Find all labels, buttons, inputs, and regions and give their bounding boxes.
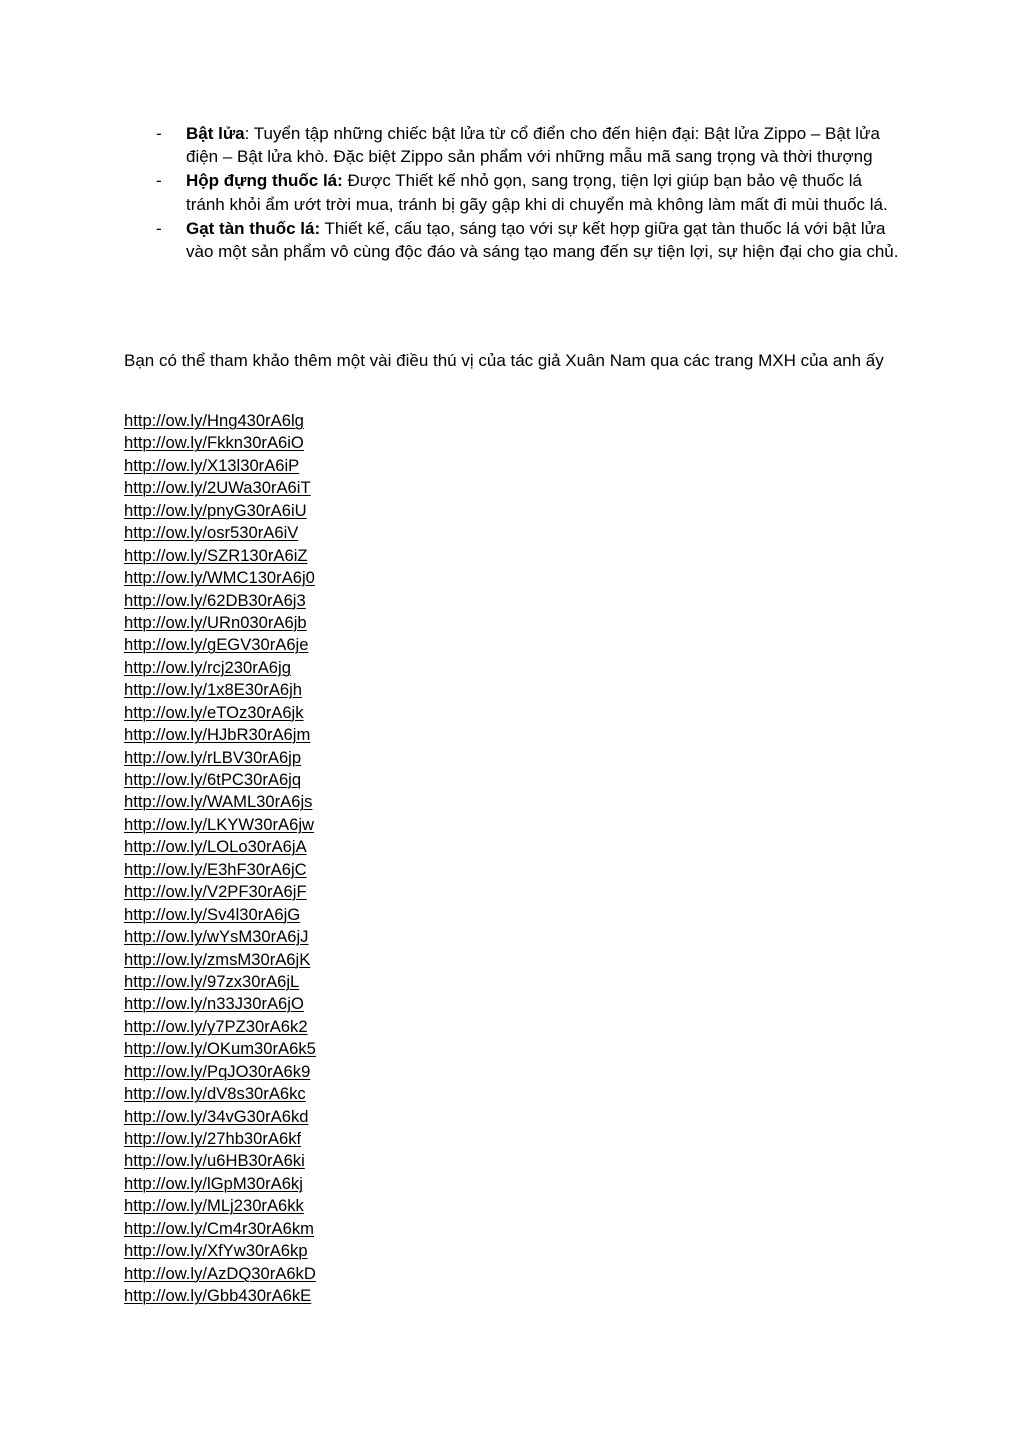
list-item xyxy=(124,1240,316,1262)
social-link[interactable]: http://ow.ly/MLj230rA6kk xyxy=(124,1196,304,1216)
social-link[interactable]: http://ow.ly/2UWa30rA6iT xyxy=(124,478,311,498)
bullet-item-lighters xyxy=(124,122,904,169)
list-item xyxy=(124,1038,316,1060)
bullet-term: Hộp đựng thuốc lá: xyxy=(186,171,343,191)
bullet-dash: - xyxy=(156,124,162,143)
bullet-term: Bật lửa xyxy=(186,124,245,143)
social-link[interactable]: http://ow.ly/eTOz30rA6jk xyxy=(124,702,304,722)
social-link[interactable]: http://ow.ly/rLBV30rA6jp xyxy=(124,747,302,767)
social-link[interactable]: http://ow.ly/Sv4l30rA6jG xyxy=(124,904,301,924)
bullet-text: Thiết kế, cấu tạo, sáng tạo với sự kết hợp giữa gạt tàn thuốc lá với bật lửa vào một sản phẩm vô cùng độc đáo và sáng tạo mang đến sự tiện lợi, sự hiện đại cho gia chủ. xyxy=(186,218,899,262)
list-item xyxy=(124,455,316,477)
social-link[interactable]: http://ow.ly/Hng430rA6lg xyxy=(124,411,304,430)
social-link[interactable]: http://ow.ly/LOLo30rA6jA xyxy=(124,837,307,857)
list-item xyxy=(124,432,316,454)
social-link[interactable]: http://ow.ly/gEGV30rA6je xyxy=(124,635,309,655)
bullet-text: Được Thiết kế nhỏ gọn, sang trọng, tiện lợi giúp bạn bảo vệ thuốc lá tránh khỏi ẩm ướt trời mua, tránh bị gãy gập khi di chuyển mà không làm mất đi mùi thuốc lá. xyxy=(186,171,888,214)
list-item xyxy=(124,836,316,858)
list-item xyxy=(124,949,316,971)
bullet-item-cigarette-case xyxy=(124,169,904,216)
social-link[interactable]: http://ow.ly/SZR130rA6iZ xyxy=(124,545,308,565)
list-item xyxy=(124,679,316,701)
social-link[interactable]: http://ow.ly/rcj230rA6jg xyxy=(124,657,291,677)
list-item xyxy=(124,1173,316,1195)
social-link[interactable]: http://ow.ly/y7PZ30rA6k2 xyxy=(124,1016,308,1036)
list-item xyxy=(124,993,316,1015)
social-link[interactable]: http://ow.ly/HJbR30rA6jm xyxy=(124,725,311,745)
social-link[interactable]: http://ow.ly/PqJO30rA6k9 xyxy=(124,1061,311,1081)
list-item xyxy=(124,567,316,589)
social-link[interactable]: http://ow.ly/X13l30rA6iP xyxy=(124,455,300,475)
list-item xyxy=(124,1016,316,1038)
list-item xyxy=(124,926,316,948)
social-link[interactable]: http://ow.ly/lGpM30rA6kj xyxy=(124,1173,303,1193)
list-item xyxy=(124,747,316,769)
list-item xyxy=(124,814,316,836)
social-link[interactable]: http://ow.ly/wYsM30rA6jJ xyxy=(124,927,309,947)
list-item xyxy=(124,1285,316,1307)
product-bullet-list xyxy=(124,122,904,264)
list-item xyxy=(124,500,316,522)
intro-paragraph: Bạn có thể tham khảo thêm một vài điều thú vị của tác giả Xuân Nam qua các trang MXH của anh ấy xyxy=(124,351,884,370)
list-item xyxy=(124,881,316,903)
list-item xyxy=(124,657,316,679)
social-link[interactable]: http://ow.ly/OKum30rA6k5 xyxy=(124,1039,316,1059)
bullet-text: : Tuyển tập những chiếc bật lửa từ cổ điển cho đến hiện đại: Bật lửa Zippo – Bật lửa điện – Bật lửa khò. Đặc biệt Zippo sản phẩm với những mẫu mã sang trọng và thời thượng xyxy=(186,124,880,167)
list-item xyxy=(124,1263,316,1285)
list-item xyxy=(124,1128,316,1150)
list-item xyxy=(124,1195,316,1217)
list-item xyxy=(124,522,316,544)
social-link[interactable]: http://ow.ly/62DB30rA6j3 xyxy=(124,590,306,610)
social-link[interactable]: http://ow.ly/u6HB30rA6ki xyxy=(124,1151,305,1171)
social-link[interactable]: http://ow.ly/AzDQ30rA6kD xyxy=(124,1263,316,1283)
list-item xyxy=(124,590,316,612)
social-link[interactable]: http://ow.ly/6tPC30rA6jq xyxy=(124,770,302,789)
list-item xyxy=(124,477,316,499)
bullet-dash: - xyxy=(156,171,162,191)
list-item xyxy=(124,545,316,567)
social-link[interactable]: http://ow.ly/34vG30rA6kd xyxy=(124,1106,309,1126)
social-link[interactable]: http://ow.ly/WMC130rA6j0 xyxy=(124,568,315,588)
list-item xyxy=(124,634,316,656)
social-link[interactable]: http://ow.ly/LKYW30rA6jw xyxy=(124,814,314,834)
list-item xyxy=(124,1083,316,1105)
social-link[interactable]: http://ow.ly/E3hF30rA6jC xyxy=(124,859,307,879)
bullet-dash: - xyxy=(156,218,162,238)
social-link[interactable]: http://ow.ly/1x8E30rA6jh xyxy=(124,680,303,700)
social-link[interactable]: http://ow.ly/Fkkn30rA6iO xyxy=(124,433,304,453)
social-link[interactable]: http://ow.ly/zmsM30rA6jK xyxy=(124,949,311,969)
social-link[interactable]: http://ow.ly/Gbb430rA6kE xyxy=(124,1286,312,1306)
social-link[interactable]: http://ow.ly/dV8s30rA6kc xyxy=(124,1084,306,1104)
list-item xyxy=(124,1150,316,1172)
social-link[interactable]: http://ow.ly/27hb30rA6kf xyxy=(124,1129,302,1148)
bullet-item-ashtray xyxy=(124,217,904,264)
social-link[interactable]: http://ow.ly/V2PF30rA6jF xyxy=(124,882,307,902)
social-link[interactable]: http://ow.ly/Cm4r30rA6km xyxy=(124,1218,314,1238)
social-link[interactable]: http://ow.ly/n33J30rA6jO xyxy=(124,994,304,1014)
list-item xyxy=(124,724,316,746)
list-item xyxy=(124,612,316,634)
social-link[interactable]: http://ow.ly/97zx30rA6jL xyxy=(124,971,300,991)
list-item xyxy=(124,859,316,881)
social-link[interactable]: http://ow.ly/XfYw30rA6kp xyxy=(124,1241,308,1261)
list-item xyxy=(124,410,316,432)
list-item xyxy=(124,1106,316,1128)
list-item xyxy=(124,1061,316,1083)
bullet-term: Gạt tàn thuốc lá: xyxy=(186,218,321,238)
list-item xyxy=(124,904,316,926)
list-item xyxy=(124,971,316,993)
social-link-list xyxy=(124,410,316,1308)
list-item xyxy=(124,769,316,791)
social-link[interactable]: http://ow.ly/osr530rA6iV xyxy=(124,523,299,543)
social-link[interactable]: http://ow.ly/pnyG30rA6iU xyxy=(124,500,307,520)
list-item xyxy=(124,791,316,813)
social-link[interactable]: http://ow.ly/WAML30rA6js xyxy=(124,792,313,812)
social-link[interactable]: http://ow.ly/URn030rA6jb xyxy=(124,612,307,632)
list-item xyxy=(124,1218,316,1240)
list-item xyxy=(124,702,316,724)
